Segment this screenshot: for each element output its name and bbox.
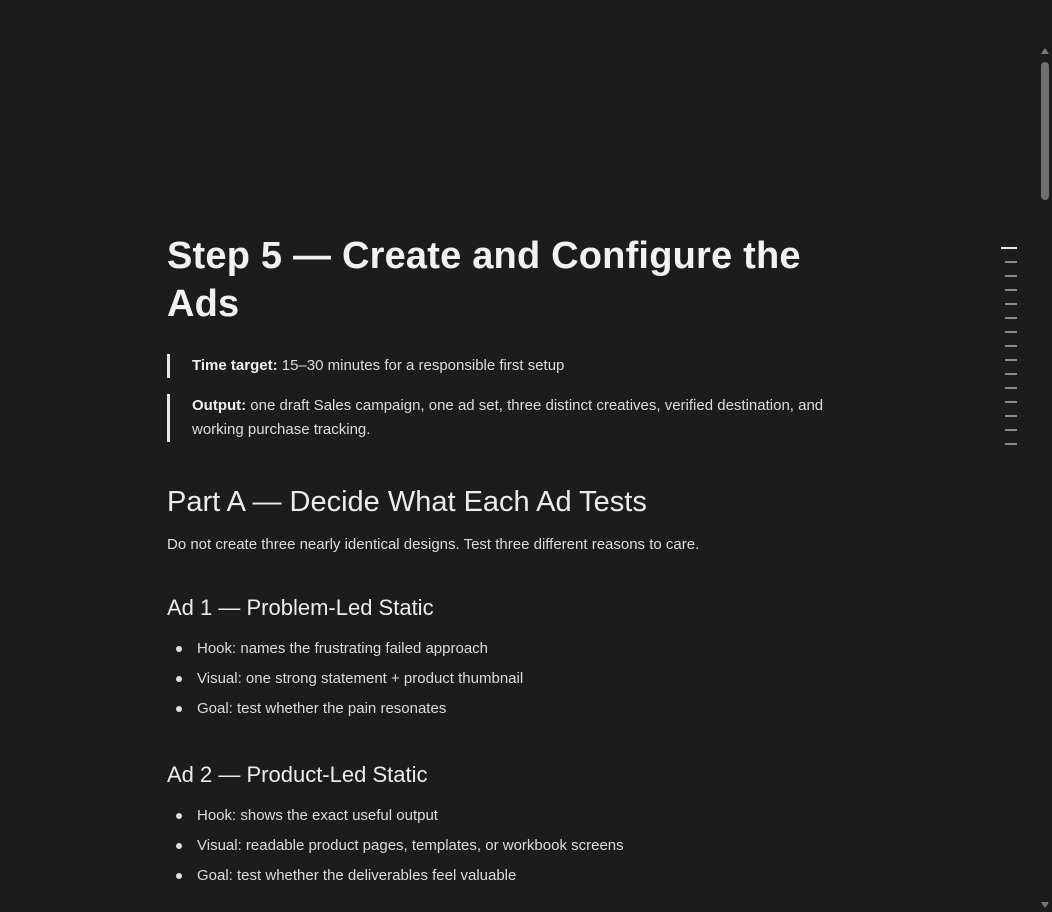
outline-tick[interactable]: [1005, 317, 1017, 319]
document-outline-minimap[interactable]: [1000, 247, 1018, 457]
outline-tick[interactable]: [1005, 289, 1017, 291]
list-item-text: Hook: names the frustrating failed approach: [197, 640, 488, 657]
subheading-ad-2: Ad 2 — Product-Led Static: [167, 762, 428, 787]
bullet-icon: [176, 873, 182, 879]
outline-tick[interactable]: [1005, 415, 1017, 417]
outline-tick[interactable]: [1001, 247, 1017, 249]
bullet-icon: [176, 646, 182, 652]
output-label: Output:: [192, 397, 247, 414]
list-item-text: Goal: test whether the pain resonates: [197, 700, 447, 717]
time-target-callout: [167, 354, 837, 378]
list-item-text: Hook: shows the exact useful output: [197, 807, 438, 824]
outline-tick[interactable]: [1005, 275, 1017, 277]
list-item: [167, 801, 837, 831]
outline-tick[interactable]: [1005, 331, 1017, 333]
bullet-icon: [176, 813, 182, 819]
list-item: [167, 664, 837, 694]
outline-tick[interactable]: [1005, 345, 1017, 347]
bullet-icon: [176, 676, 182, 682]
outline-tick[interactable]: [1005, 359, 1017, 361]
outline-tick[interactable]: [1005, 303, 1017, 305]
time-target-label: Time target:: [192, 357, 278, 374]
list-item-text: Visual: readable product pages, templates, or workbook screens: [197, 837, 624, 854]
page-title: Step 5 — Create and Configure the Ads: [167, 235, 801, 325]
outline-tick[interactable]: [1005, 443, 1017, 445]
output-callout: [167, 394, 837, 442]
time-target-text: 15–30 minutes for a responsible first setup: [277, 357, 565, 374]
list-item: [167, 634, 837, 664]
outline-tick[interactable]: [1005, 429, 1017, 431]
ad-1-list: [167, 634, 837, 724]
output-text: one draft Sales campaign, one ad set, three distinct creatives, verified destination, and working purchase tracking.: [192, 397, 824, 438]
list-item: [167, 861, 837, 891]
outline-tick[interactable]: [1005, 261, 1017, 263]
list-item: [167, 694, 837, 724]
outline-tick[interactable]: [1005, 401, 1017, 403]
scroll-down-arrow-icon[interactable]: [1041, 902, 1049, 908]
vertical-scrollbar[interactable]: [1038, 44, 1052, 912]
outline-tick[interactable]: [1005, 373, 1017, 375]
ad-2-list: [167, 801, 837, 891]
section-heading-part-a: Part A — Decide What Each Ad Tests: [167, 486, 647, 518]
section-intro: Do not create three nearly identical designs. Test three different reasons to care.: [167, 536, 700, 553]
bullet-icon: [176, 706, 182, 712]
scroll-up-arrow-icon[interactable]: [1041, 48, 1049, 54]
bullet-icon: [176, 843, 182, 849]
scrollbar-thumb[interactable]: [1041, 62, 1049, 200]
list-item: [167, 831, 837, 861]
list-item-text: Visual: one strong statement + product thumbnail: [197, 670, 524, 687]
subheading-ad-1: Ad 1 — Problem-Led Static: [167, 595, 434, 620]
list-item-text: Goal: test whether the deliverables feel valuable: [197, 867, 517, 884]
document-content: [167, 232, 837, 891]
outline-tick[interactable]: [1005, 387, 1017, 389]
